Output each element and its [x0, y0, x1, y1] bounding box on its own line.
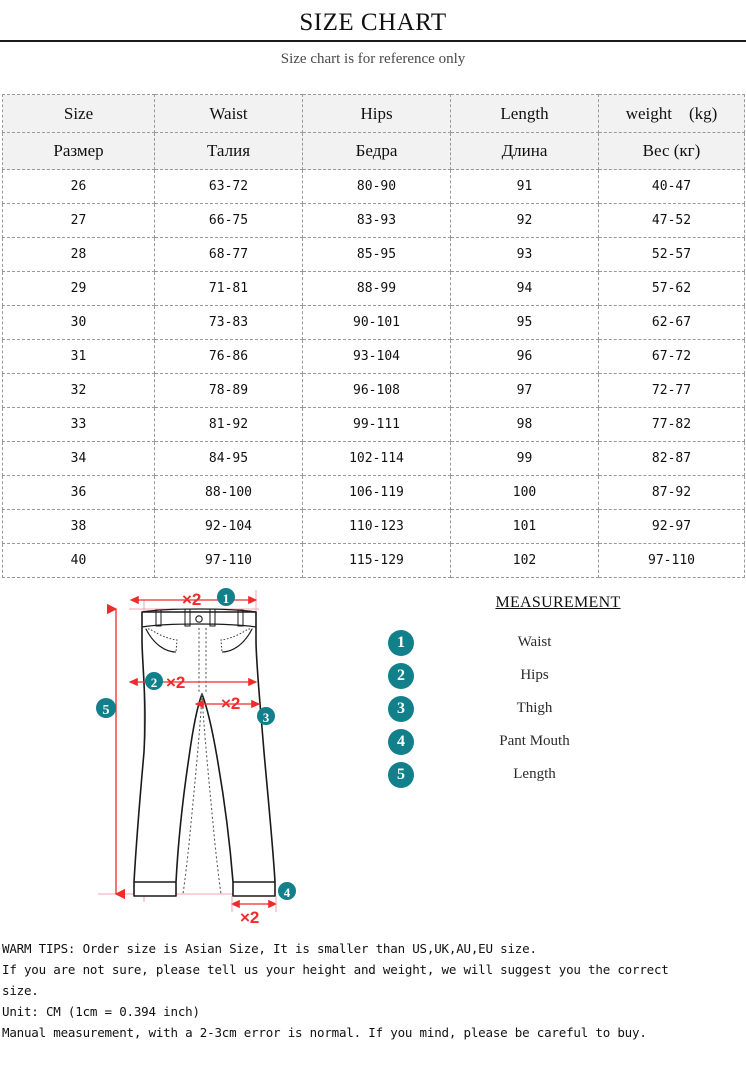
col-header-length-ru: Длина	[451, 133, 599, 170]
diagram-and-legend	[0, 582, 746, 932]
table-cell: 38	[3, 510, 155, 544]
table-head	[3, 95, 745, 170]
table-cell: 97-110	[155, 544, 303, 578]
col-header-waist-ru: Талия	[155, 133, 303, 170]
page-title: SIZE CHART	[299, 9, 447, 36]
svg-text:5: 5	[102, 703, 110, 718]
table-cell: 101	[451, 510, 599, 544]
table-body	[3, 170, 745, 578]
table-cell: 85-95	[303, 238, 451, 272]
table-cell: 102-114	[303, 442, 451, 476]
tips-line-1: WARM TIPS: Order size is Asian Size, It is smaller than US,UK,AU,EU size.	[2, 941, 537, 956]
table-cell: 96-108	[303, 374, 451, 408]
table-row	[3, 374, 745, 408]
measurement-legend	[385, 594, 725, 791]
legend-item-label: Hips	[520, 667, 549, 683]
table-cell: 31	[3, 340, 155, 374]
size-table	[2, 94, 745, 578]
legend-item-label: Pant Mouth	[499, 733, 570, 749]
table-cell: 57-62	[599, 272, 745, 306]
svg-text:×2: ×2	[182, 590, 202, 609]
table-cell: 99	[451, 442, 599, 476]
tips-line-2: If you are not sure, please tell us your height and weight, we will suggest you the correct	[2, 962, 669, 977]
table-cell: 77-82	[599, 408, 745, 442]
legend-item	[385, 692, 725, 725]
table-cell: 97	[451, 374, 599, 408]
table-cell: 100	[451, 476, 599, 510]
table-cell: 62-67	[599, 306, 745, 340]
col-header-hips-ru: Бедра	[303, 133, 451, 170]
table-cell: 88-99	[303, 272, 451, 306]
tips-line-5: Manual measurement, with a 2-3cm error is normal. If you mind, please be careful to buy.	[2, 1025, 647, 1040]
table-cell: 83-93	[303, 204, 451, 238]
svg-text:×2: ×2	[240, 908, 260, 927]
table-cell: 110-123	[303, 510, 451, 544]
table-row	[3, 340, 745, 374]
table-row	[3, 544, 745, 578]
col-header-hips-en: Hips	[303, 95, 451, 133]
table-cell: 28	[3, 238, 155, 272]
table-cell: 47-52	[599, 204, 745, 238]
table-row	[3, 476, 745, 510]
legend-number-badge: 2	[388, 663, 414, 689]
table-cell: 68-77	[155, 238, 303, 272]
svg-text:×2: ×2	[221, 694, 241, 713]
col-header-length-en: Length	[451, 95, 599, 133]
table-cell: 32	[3, 374, 155, 408]
table-cell: 52-57	[599, 238, 745, 272]
table-cell: 81-92	[155, 408, 303, 442]
table-cell: 96	[451, 340, 599, 374]
table-cell: 92	[451, 204, 599, 238]
legend-item-label: Thigh	[516, 700, 553, 716]
table-row	[3, 306, 745, 340]
table-cell: 99-111	[303, 408, 451, 442]
table-cell: 27	[3, 204, 155, 238]
col-header-weight-en: weight (kg)	[599, 95, 745, 133]
table-row	[3, 442, 745, 476]
table-cell: 78-89	[155, 374, 303, 408]
table-cell: 80-90	[303, 170, 451, 204]
legend-item-label: Waist	[517, 634, 552, 650]
table-cell: 115-129	[303, 544, 451, 578]
table-cell: 97-110	[599, 544, 745, 578]
size-table-container	[0, 94, 746, 578]
table-header-row-en	[3, 95, 745, 133]
table-cell: 63-72	[155, 170, 303, 204]
table-cell: 71-81	[155, 272, 303, 306]
col-header-size-en: Size	[3, 95, 155, 133]
legend-item	[385, 659, 725, 692]
legend-item	[385, 626, 725, 659]
legend-item	[385, 758, 725, 791]
table-cell: 76-86	[155, 340, 303, 374]
warm-tips	[2, 938, 744, 1043]
table-cell: 93-104	[303, 340, 451, 374]
legend-list	[385, 626, 725, 791]
legend-title: MEASUREMENT	[495, 594, 621, 611]
table-cell: 29	[3, 272, 155, 306]
table-cell: 82-87	[599, 442, 745, 476]
table-cell: 72-77	[599, 374, 745, 408]
table-cell: 33	[3, 408, 155, 442]
col-header-size-ru: Размер	[3, 133, 155, 170]
table-row	[3, 408, 745, 442]
svg-text:2: 2	[150, 675, 158, 690]
table-cell: 34	[3, 442, 155, 476]
table-cell: 36	[3, 476, 155, 510]
page-subtitle: Size chart is for reference only	[280, 51, 466, 67]
table-cell: 26	[3, 170, 155, 204]
svg-text:3: 3	[262, 710, 270, 725]
table-cell: 102	[451, 544, 599, 578]
table-row	[3, 238, 745, 272]
table-header-row-ru	[3, 133, 745, 170]
svg-text:1: 1	[222, 591, 230, 606]
tips-line-3: size.	[2, 983, 39, 998]
legend-item	[385, 725, 725, 758]
legend-number-badge: 1	[388, 630, 414, 656]
legend-number-badge: 5	[388, 762, 414, 788]
table-row	[3, 170, 745, 204]
col-header-waist-en: Waist	[155, 95, 303, 133]
table-cell: 92-104	[155, 510, 303, 544]
legend-item-label: Length	[513, 766, 556, 782]
table-cell: 98	[451, 408, 599, 442]
table-row	[3, 510, 745, 544]
table-cell: 40	[3, 544, 155, 578]
table-cell: 94	[451, 272, 599, 306]
svg-text:4: 4	[283, 885, 291, 900]
table-cell: 93	[451, 238, 599, 272]
table-cell: 30	[3, 306, 155, 340]
table-row	[3, 204, 745, 238]
table-cell: 87-92	[599, 476, 745, 510]
table-cell: 67-72	[599, 340, 745, 374]
table-cell: 88-100	[155, 476, 303, 510]
pants-diagram	[84, 582, 384, 927]
table-cell: 66-75	[155, 204, 303, 238]
table-cell: 84-95	[155, 442, 303, 476]
table-row	[3, 272, 745, 306]
legend-number-badge: 3	[388, 696, 414, 722]
table-cell: 73-83	[155, 306, 303, 340]
col-header-weight-ru: Вес (кг)	[599, 133, 745, 170]
table-cell: 106-119	[303, 476, 451, 510]
legend-number-badge: 4	[388, 729, 414, 755]
table-cell: 95	[451, 306, 599, 340]
table-cell: 40-47	[599, 170, 745, 204]
svg-text:×2: ×2	[166, 673, 186, 692]
tips-line-4: Unit: CM (1cm = 0.394 inch)	[2, 1004, 200, 1019]
table-cell: 91	[451, 170, 599, 204]
table-cell: 92-97	[599, 510, 745, 544]
table-cell: 90-101	[303, 306, 451, 340]
